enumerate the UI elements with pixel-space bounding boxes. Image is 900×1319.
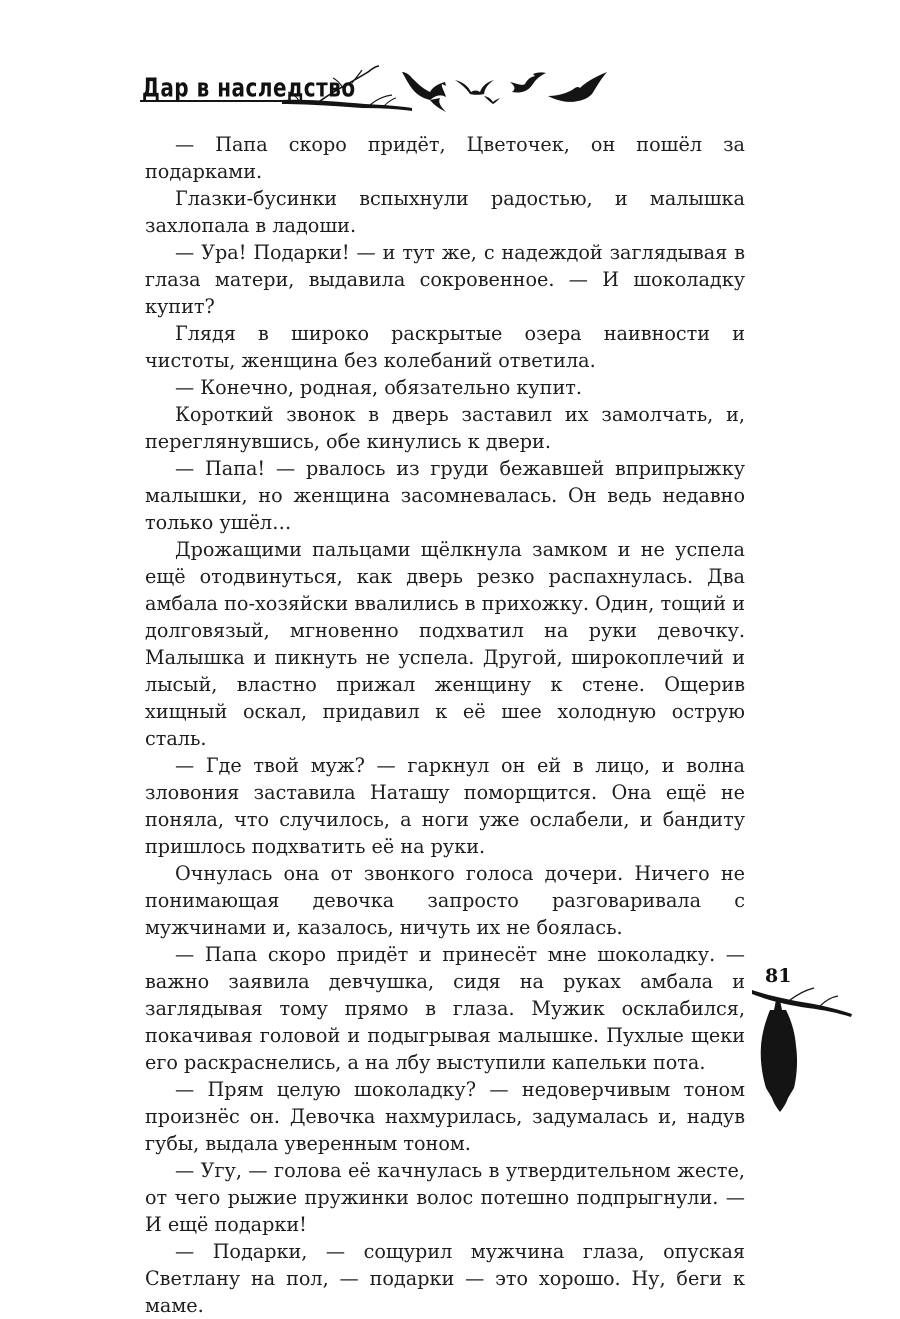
paragraph: — Где твой муж? — гаркнул он ей в лицо, и волна зловония заставила Наташу поморщится. Она ещё не поняла, что случилось, а ноги уже ослабели, и бандиту пришлось подхватить её на руки. bbox=[145, 754, 745, 858]
paragraph: — Папа! — рвалось из груди бежавшей вприпрыжку малышки, но женщина засомневалась. Он ведь недавно только ушёл… bbox=[145, 457, 745, 534]
paragraph: — Конечно, родная, обязательно купит. bbox=[175, 376, 582, 399]
paragraph: Очнулась она от звонкого голоса дочери. Ничего не понимающая девочка запросто разговаривала с мужчинами и, казалось, ничуть их не боялась. bbox=[145, 862, 745, 939]
paragraph: — Папа скоро придёт, Цветочек, он пошёл за подарками. bbox=[145, 133, 745, 183]
book-title: Дар в наследство bbox=[142, 72, 356, 104]
paragraph: Глазки-бусинки вспыхнули радостью, и малышка захлопала в ладоши. bbox=[145, 187, 745, 237]
paragraph: — Угу, — голова её качнулась в утвердительном жесте, от чего рыжие пружинки волос потешно подпрыгнули. — И ещё подарки! bbox=[145, 1159, 745, 1236]
page-body bbox=[145, 131, 745, 1319]
paragraph: — Прям целую шоколадку? — недоверчивым тоном произнёс он. Девочка нахмурилась, задумалась и, надув губы, выдала уверенным тоном. bbox=[145, 1078, 745, 1155]
paragraph: Короткий звонок в дверь заставил их замолчать, и, переглянувшись, обе кинулись к двери. bbox=[145, 403, 745, 453]
paragraph: — Ура! Подарки! — и тут же, с надеждой заглядывая в глаза матери, выдавила сокровенное. — И шоколадку купит? bbox=[145, 241, 745, 318]
paragraph: Глядя в широко раскрытые озера наивности и чистоты, женщина без колебаний ответила. bbox=[145, 322, 745, 372]
branch-with-bats-icon bbox=[0, 0, 900, 140]
paragraph: — Папа скоро придёт и принесёт мне шоколадку. — важно заявила девчушка, сидя на руках амбала и заглядывая тому прямо в глаза. Мужик осклабился, покачивая головой и подыгрывая малышке. Пухлые щеки его раскраснелись, а на лбу выступили капельки пота. bbox=[145, 943, 745, 1074]
page-number: 81 bbox=[765, 965, 792, 987]
running-header bbox=[0, 0, 900, 140]
paragraph: — Подарки, — сощурил мужчина глаза, опуская Светлану на пол, — подарки — это хорошо. Ну, беги к маме. bbox=[145, 1240, 745, 1317]
paragraph: Дрожащими пальцами щёлкнула замком и не успела ещё отодвинуться, как дверь резко распахнулась. Два амбала по-хозяйски ввалились в прихожку. Один, тощий и долговязый, мгновенно подхватил на руки девочку. Малышка и пикнуть не успела. Другой, широкоплечий и лысый, властно прижал женщину к стене. Ощерив хищный оскал, придавил к её шее холодную острую сталь. bbox=[145, 538, 745, 750]
